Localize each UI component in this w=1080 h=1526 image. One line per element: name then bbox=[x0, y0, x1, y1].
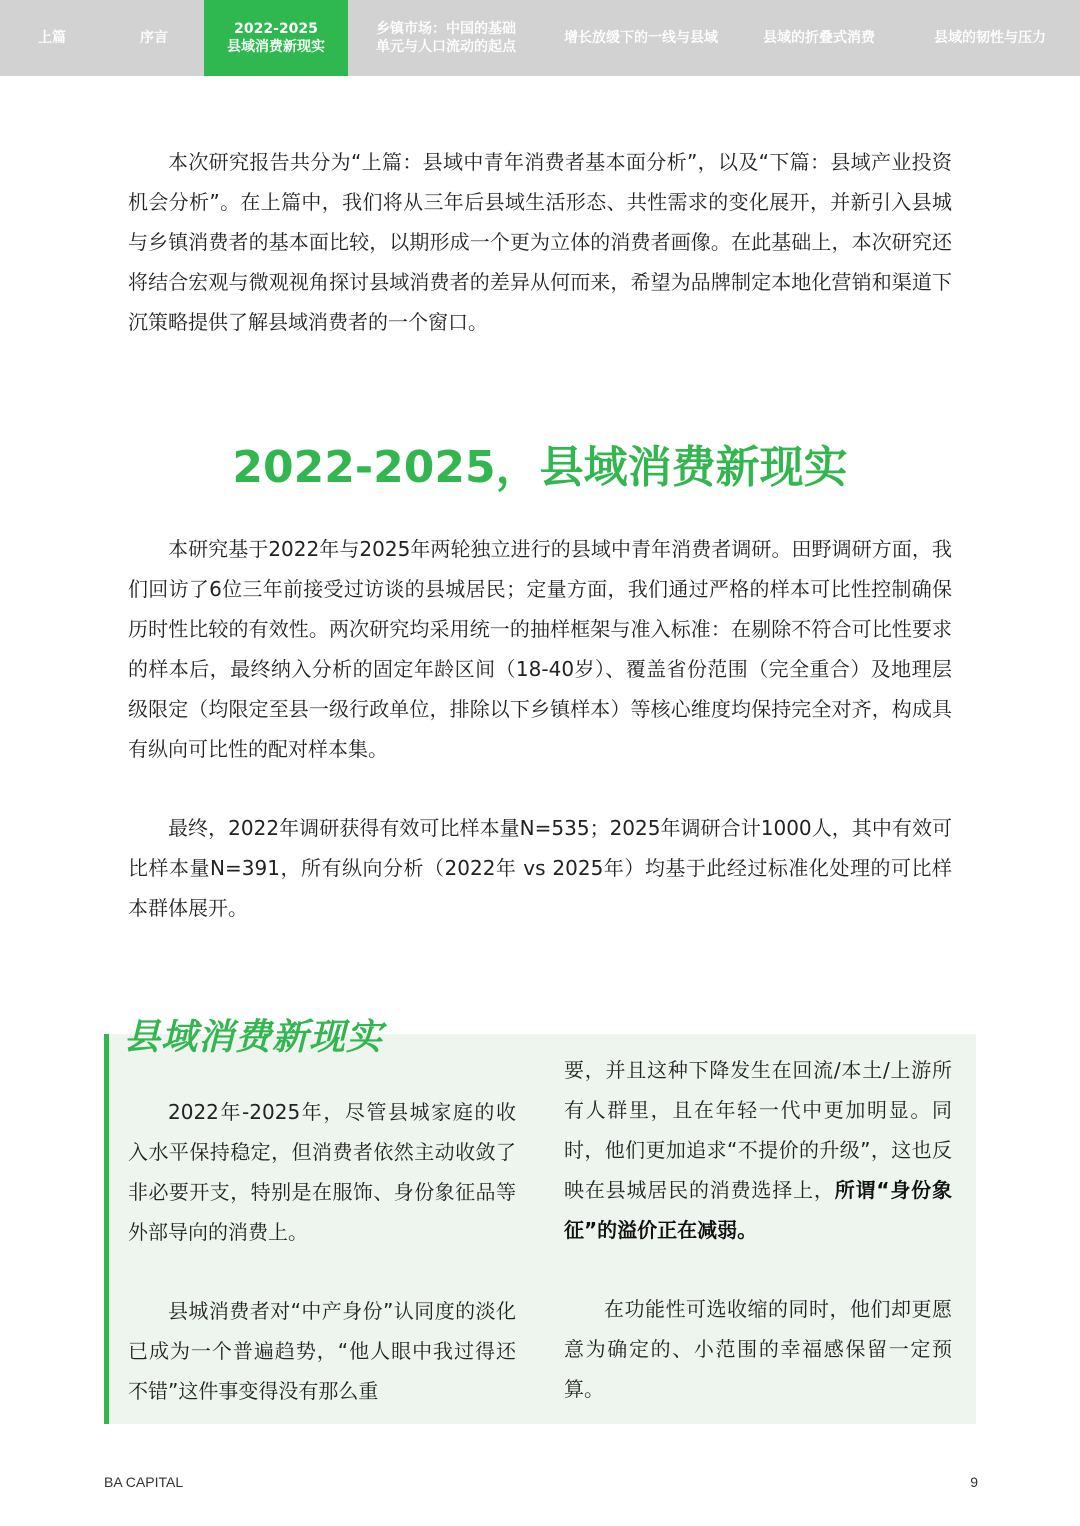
section-title: 2022-2025，县域消费新现实 bbox=[232, 442, 848, 493]
box-right-paragraph-1 bbox=[564, 1050, 952, 1250]
box-right-text: 要，并且这种下降发生在回流/本土/上游所有人群里，且在年轻一代中更加明显。同时，他们更加追求“不提价的升级”，这也反映在县城居民的消费选择上， bbox=[564, 1058, 952, 1202]
intro-paragraph: 本次研究报告共分为“上篇：县域中青年消费者基本面分析”，以及“下篇：县域产业投资机会分析”。在上篇中，我们将从三年后县域生活形态、共性需求的变化展开，并新引入县城与乡镇消费者的基本面比较，以期形成一个更为立体的消费者画像。在此基础上，本次研究还将结合宏观与微观视角探讨县域消费者的差异从何而来，希望为品牌制定本地化营销和渠道下沉策略提供了解县域消费者的一个窗口。 bbox=[128, 150, 952, 334]
tab-label: 县域的韧性与压力 bbox=[934, 30, 1046, 46]
tab-folding-consumption[interactable] bbox=[738, 0, 900, 76]
tab-label: 县域的折叠式消费 bbox=[763, 30, 875, 46]
tab-township-market[interactable] bbox=[348, 0, 544, 76]
tab-2022-2025-new-reality[interactable] bbox=[204, 0, 348, 76]
tab-label: 增长放缓下的一线与县域 bbox=[564, 30, 718, 46]
section-paragraph-1: 本研究基于2022年与2025年两轮独立进行的县域中青年消费者调研。田野调研方面，我们回访了6位三年前接受过访谈的县城居民；定量方面，我们通过严格的样本可比性控制确保历时性比较的有效性。两次研究均采用统一的抽样框架与准入标准：在剔除不符合可比性要求的样本后，最终纳入分析的固定年龄区间（18-40岁）、覆盖省份范围（完全重合）及地理层级限定（均限定至县一级行政单位，排除以下乡镇样本）等核心维度均保持完全对齐，构成具有纵向可比性的配对样本集。 bbox=[128, 537, 952, 761]
tab-label: 乡镇市场：中国的基础 单元与人口流动的起点 bbox=[376, 21, 516, 55]
box-left-paragraph-2: 县城消费者对“中产身份”认同度的淡化已成为一个普遍趋势，“他人眼中我过得还不错”这件事变得没有那么重 bbox=[128, 1299, 516, 1403]
tab-label: 2022-2025 县域消费新现实 bbox=[227, 21, 325, 55]
box-right-emphasis: 所谓“身份象征”的溢价正在减弱。 bbox=[564, 1178, 953, 1242]
tab-label: 上篇 bbox=[38, 30, 66, 46]
box-left-paragraph-1: 2022年-2025年，尽管县城家庭的收入水平保持稳定，但消费者依然主动收敛了非必要开支，特别是在服饰、身份象征品等外部导向的消费上。 bbox=[128, 1100, 516, 1244]
section-paragraph-2: 最终，2022年调研获得有效可比样本量N=535；2025年调研合计1000人，其中有效可比样本量N=391，所有纵向分析（2022年 vs 2025年）均基于此经过标准化处理的可比样本群体展开。 bbox=[128, 816, 952, 920]
tab-resilience-pressure[interactable] bbox=[900, 0, 1080, 76]
tab-part-one[interactable] bbox=[0, 0, 104, 76]
tab-growth-slowdown[interactable] bbox=[544, 0, 738, 76]
highlight-box-title: 县域消费新现实 bbox=[124, 1017, 384, 1058]
page-number: 9 bbox=[970, 1474, 978, 1490]
box-right-paragraph-2: 在功能性可选收缩的同时，他们却更愿意为确定的、小范围的幸福感保留一定预算。 bbox=[564, 1297, 952, 1401]
tab-preface[interactable] bbox=[104, 0, 204, 76]
tab-label: 序言 bbox=[140, 30, 168, 46]
footer-brand: BA CAPITAL bbox=[104, 1474, 184, 1490]
top-navigation bbox=[0, 0, 1080, 76]
